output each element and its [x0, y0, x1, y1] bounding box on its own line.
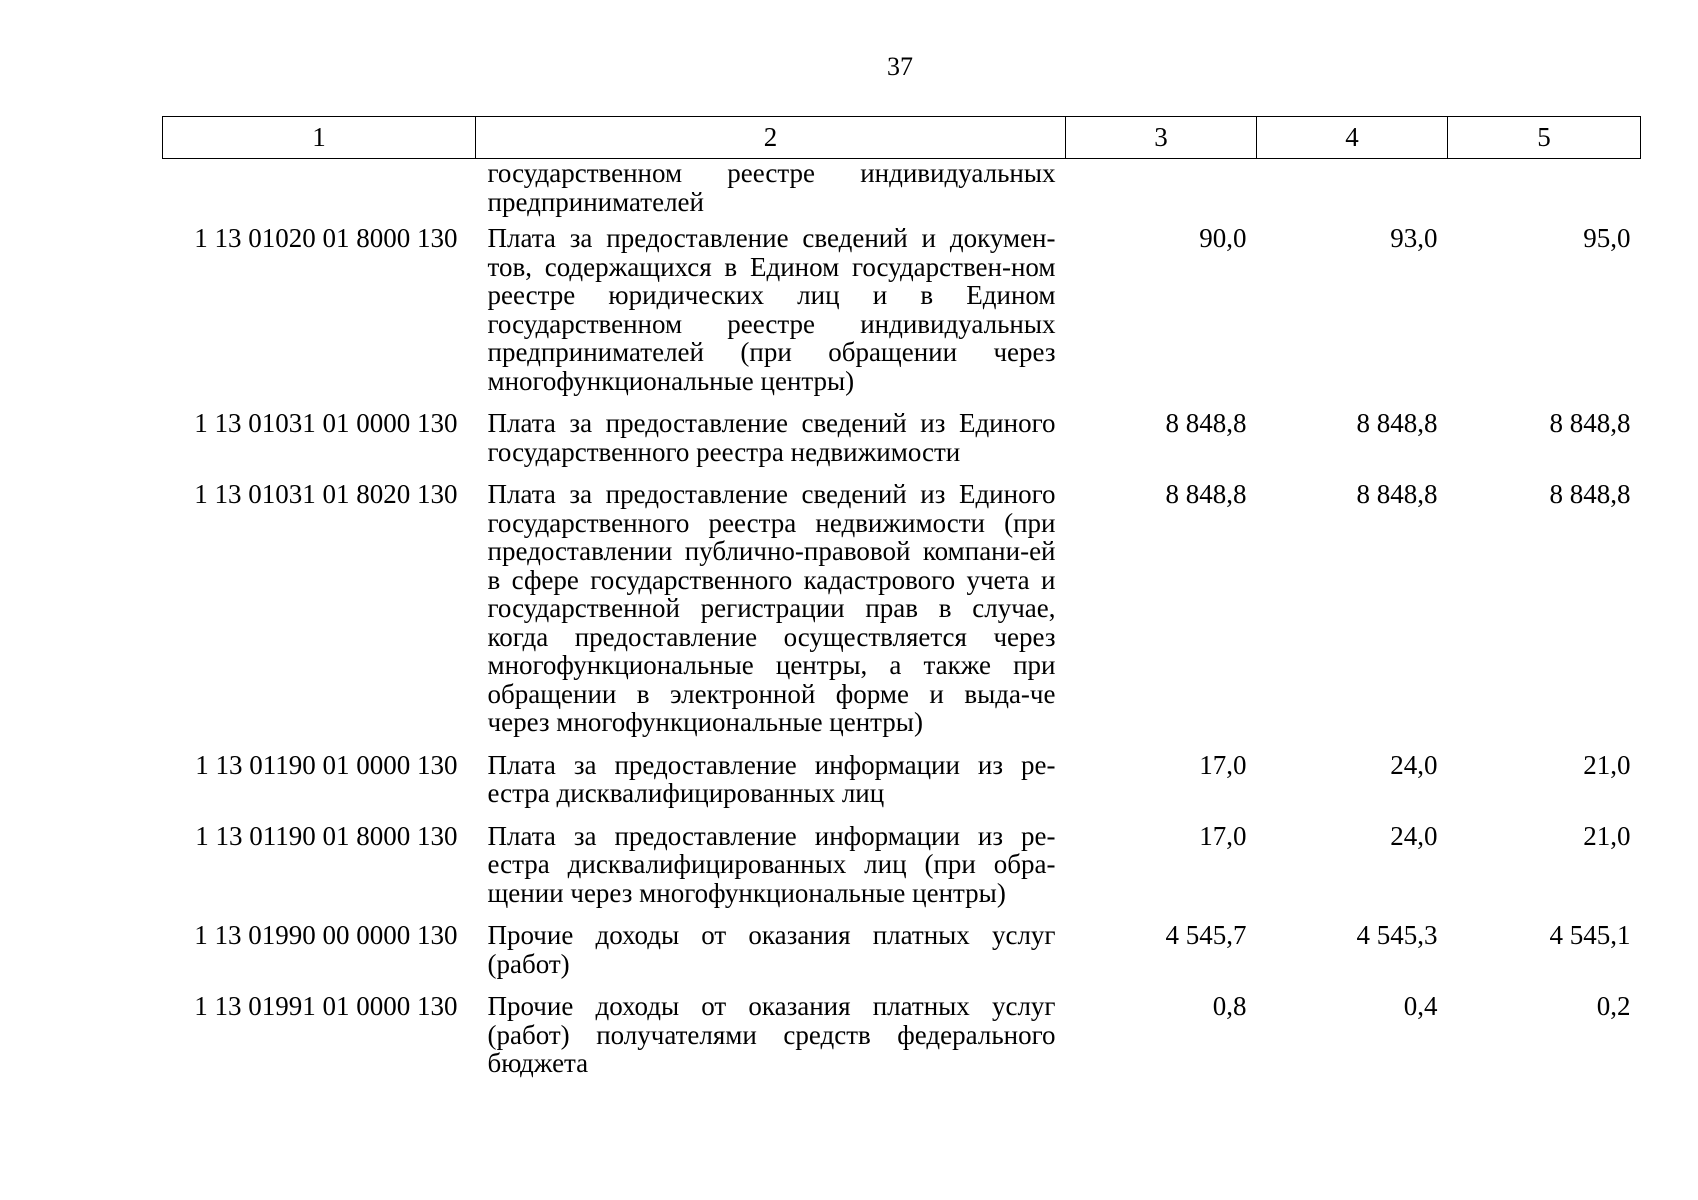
revenue-code: 1 13 01031 01 8020 130 [194, 479, 458, 509]
continuation-row [163, 159, 1641, 225]
table-body [163, 159, 1641, 1092]
table-header [163, 117, 1641, 159]
value-col-3: 17,0 [1199, 749, 1247, 780]
header-col-1: 1 [163, 117, 476, 159]
value-col-4: 24,0 [1390, 820, 1438, 851]
header-col-2: 2 [476, 117, 1066, 159]
revenue-code: 1 13 01020 01 8000 130 [194, 223, 458, 253]
revenue-code: 1 13 01190 01 0000 130 [195, 749, 458, 780]
revenue-description: Плата за предоставление информации из ре-естра дисквалифицированных лиц [487, 749, 1056, 808]
header-col-4: 4 [1257, 117, 1448, 159]
header-col-3: 3 [1066, 117, 1257, 159]
revenue-code: 1 13 01031 01 0000 130 [194, 408, 458, 438]
revenue-description: Прочие доходы от оказания платных услуг (работ) [487, 920, 1056, 979]
value-col-4: 8 848,8 [1356, 479, 1438, 509]
header-col-5: 5 [1448, 117, 1641, 159]
value-col-4: 0,4 [1403, 991, 1438, 1021]
value-col-4: 4 545,3 [1356, 920, 1438, 950]
value-col-3: 17,0 [1199, 820, 1247, 851]
continuation-description: государственном реестре индивидуальных предпринимателей [487, 158, 1056, 217]
table-row [163, 480, 1641, 751]
revenue-description: Прочие доходы от оказания платных услуг (работ) получателями средств федерального бюджета [487, 991, 1056, 1078]
revenue-table [162, 116, 1641, 1092]
value-col-4: 93,0 [1390, 223, 1438, 253]
value-col-5: 0,2 [1596, 991, 1631, 1021]
value-col-3: 8 848,8 [1165, 408, 1247, 438]
table-row [163, 822, 1641, 922]
revenue-description: Плата за предоставление информации из ре-естра дисквалифицированных лиц (при обра-щении через многофункциональные центры) [487, 820, 1056, 908]
revenue-code: 1 13 01990 00 0000 130 [194, 920, 458, 950]
value-col-3: 90,0 [1199, 223, 1247, 253]
value-col-3: 0,8 [1212, 991, 1247, 1021]
table-row [163, 992, 1641, 1092]
table-row [163, 751, 1641, 822]
value-col-4: 24,0 [1390, 749, 1438, 780]
table-row [163, 921, 1641, 992]
value-col-5: 8 848,8 [1549, 479, 1631, 509]
table-row [163, 409, 1641, 480]
page-number: 37 [887, 52, 913, 81]
value-col-5: 8 848,8 [1549, 408, 1631, 438]
table-row [163, 224, 1641, 409]
value-col-5: 21,0 [1583, 749, 1631, 780]
revenue-description: Плата за предоставление сведений из Единого государственного реестра недвижимости (при предоставлении публично-правовой компани-ей в сфере государственного кадастрового учета и государственной регистрации прав в случае, когда предоставление осуществляется через многофункциональные центры, а также при обращении в электронной форме и выда-че через многофункциональные центры) [487, 479, 1056, 737]
revenue-code: 1 13 01991 01 0000 130 [194, 991, 458, 1021]
value-col-5: 21,0 [1583, 820, 1631, 851]
revenue-description: Плата за предоставление сведений и докумен-тов, содержащихся в Едином государствен-ном реестре юридических лиц и в Едином государственном реестре индивидуальных предпринимателей (при обращении через многофункциональные центры) [487, 223, 1056, 396]
revenue-code: 1 13 01190 01 8000 130 [195, 820, 458, 851]
value-col-3: 4 545,7 [1165, 920, 1247, 950]
revenue-description: Плата за предоставление сведений из Единого государственного реестра недвижимости [487, 408, 1056, 467]
header-row [163, 117, 1641, 159]
value-col-5: 4 545,1 [1549, 920, 1631, 950]
continuation-code-cell [163, 159, 476, 225]
value-col-3: 8 848,8 [1165, 479, 1247, 509]
value-col-5: 95,0 [1583, 223, 1631, 253]
value-col-4: 8 848,8 [1356, 408, 1438, 438]
